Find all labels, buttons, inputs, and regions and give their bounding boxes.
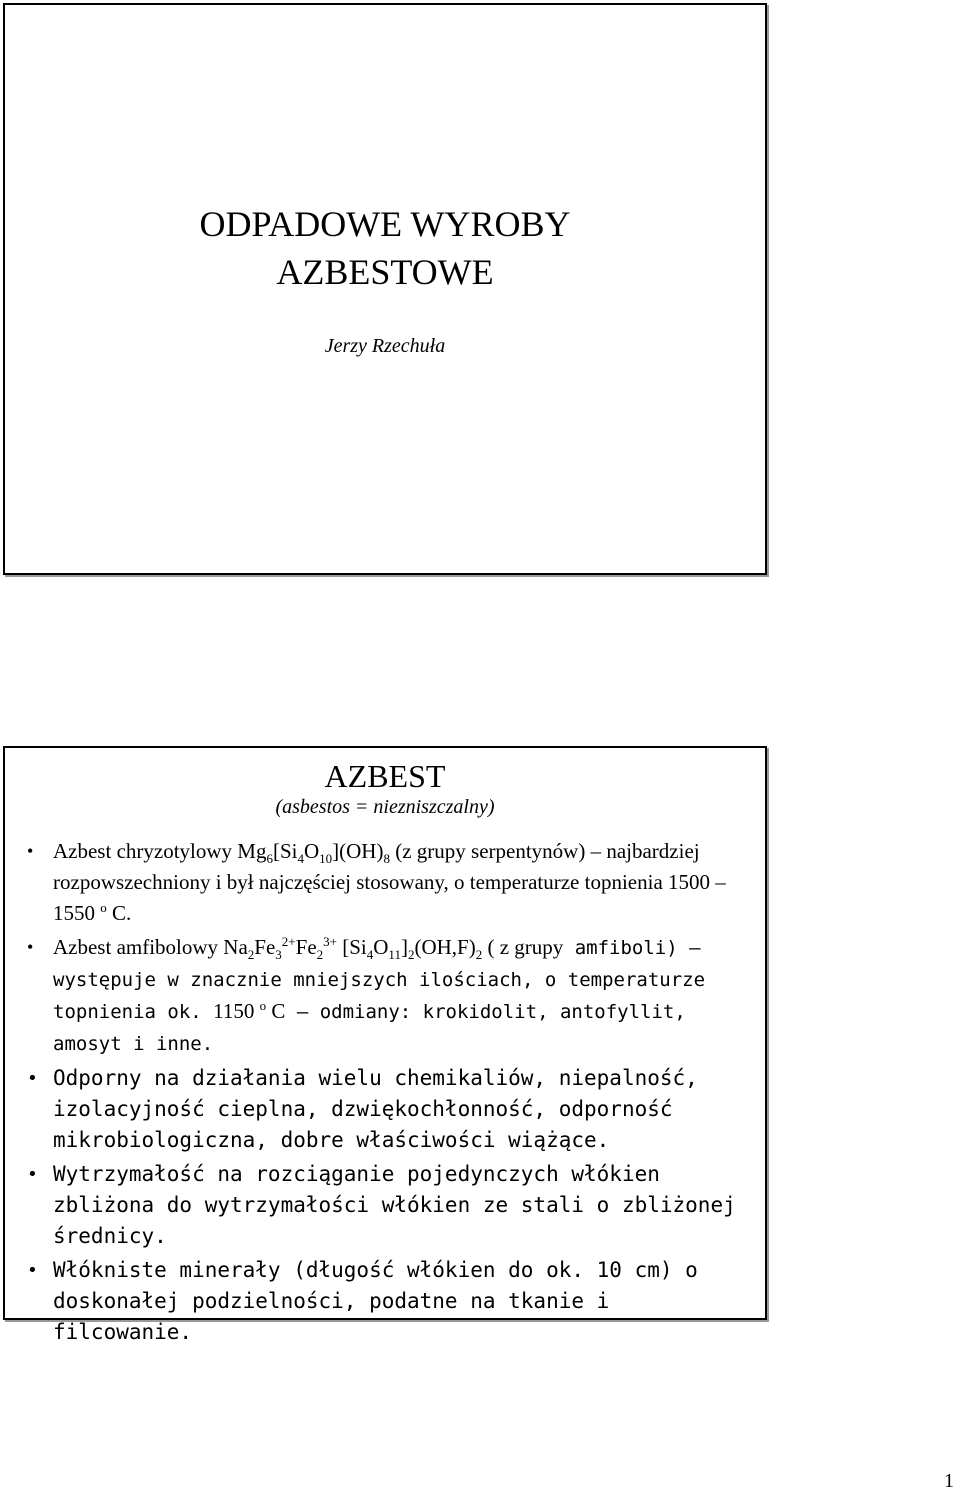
bullet-item-properties: • Odporny na działania wielu chemikaliów, niepalność, izolacyjność cieplna, dzwiękochłonność, odporność mikrobiologiczna, dobre właściwości wiążące. [27,1063,751,1156]
bullet-icon: • [27,841,34,861]
bullet-icon: • [27,1068,38,1089]
bullet-item-chryzotyl: • Azbest chryzotylowy $Mg_6[Si_4O_{10}](OH)_8$ (z grupy serpentynów) – najbardziej rozpowszechniony i był najczęściej stosowany, o temperaturze topnienia 1500 – 1550 $^o$ C. [27,836,751,929]
title-line-1: ODPADOWE WYROBY [199,204,571,244]
page-number: 1 [944,1470,954,1492]
bullet-icon: • [27,1260,38,1281]
slide-subtitle: (asbestos = niezniszczalny) [275,796,495,818]
bullet-item-fibers: • Włókniste minerały (długość włókien do ok. 10 cm) o doskonałej podzielności, podatne na tkanie i filcowanie. [27,1255,751,1348]
slide-title [3,3,767,575]
slide-title-heading [5,200,765,296]
slide-azbest [3,746,767,1344]
bullet-icon: • [27,937,34,957]
bullet-item-amfibol: • Azbest amfibolowy $Na_2Fe_3^{2+}Fe_2^{3+}$ $[Si_4O_{11}]_2(OH,F)_2$ ( z grupy amfiboli) – występuje w znacznie mniejszych ilościach, o temperaturze topnienia ok. 1150 $^o$ C – odmiany: krokidolit, antofyllit, amosyt i inne. [27,934,706,1055]
title-line-2: AZBESTOWE [276,252,494,292]
bullet-icon: • [27,1164,38,1185]
author-name: Jerzy Rzechuła [324,335,446,357]
bullet-list [27,836,751,1351]
bullet-item-strength: • Wytrzymałość na rozciąganie pojedynczych włókien zbliżona do wytrzymałości włókien ze stali o zbliżonej średnicy. [27,1159,751,1252]
slide-heading: AZBEST [324,758,446,794]
